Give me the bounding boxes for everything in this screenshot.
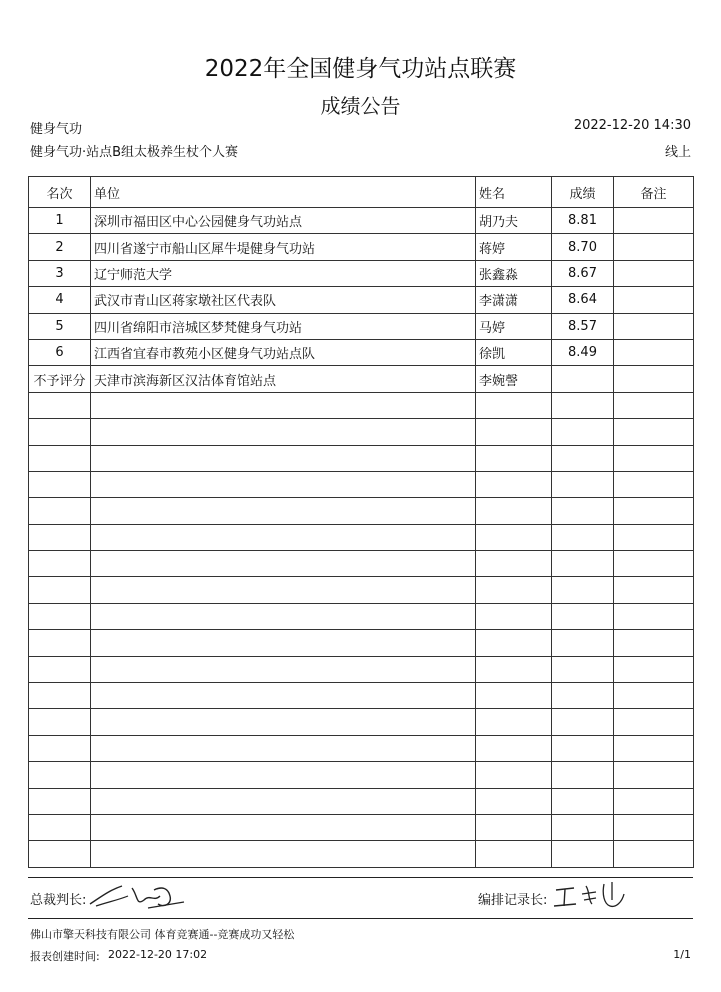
empty-cell bbox=[29, 471, 91, 497]
empty-cell bbox=[614, 551, 694, 577]
empty-cell bbox=[91, 630, 476, 656]
company-info: 佛山市擎天科技有限公司 体育竞赛通--竞赛成功又轻松 bbox=[30, 928, 295, 941]
empty-cell bbox=[29, 788, 91, 814]
empty-cell bbox=[476, 656, 552, 682]
empty-cell bbox=[29, 577, 91, 603]
empty-cell bbox=[552, 498, 614, 524]
table-header-row bbox=[29, 177, 694, 208]
empty-cell bbox=[29, 524, 91, 550]
rank-cell: 1 bbox=[29, 208, 91, 234]
empty-cell bbox=[614, 656, 694, 682]
empty-cell bbox=[552, 471, 614, 497]
score-cell: 8.57 bbox=[552, 313, 614, 339]
empty-cell bbox=[29, 445, 91, 471]
empty-cell bbox=[614, 603, 694, 629]
note-cell bbox=[614, 234, 694, 260]
page-title: 2022年全国健身气功站点联赛 bbox=[204, 56, 517, 82]
table-row bbox=[29, 208, 694, 234]
score-cell bbox=[552, 366, 614, 392]
note-cell bbox=[614, 260, 694, 286]
rank-cell: 6 bbox=[29, 339, 91, 365]
note-cell bbox=[614, 208, 694, 234]
empty-cell bbox=[476, 577, 552, 603]
empty-cell bbox=[476, 419, 552, 445]
empty-row bbox=[29, 577, 694, 603]
empty-cell bbox=[552, 656, 614, 682]
header-unit: 单位 bbox=[91, 177, 476, 208]
created-time-value: 2022-12-20 17:02 bbox=[108, 948, 208, 961]
table-row bbox=[29, 313, 694, 339]
rank-cell: 4 bbox=[29, 287, 91, 313]
empty-cell bbox=[476, 630, 552, 656]
score-cell: 8.67 bbox=[552, 260, 614, 286]
empty-cell bbox=[29, 735, 91, 761]
empty-cell bbox=[552, 551, 614, 577]
empty-row bbox=[29, 788, 694, 814]
empty-cell bbox=[476, 814, 552, 840]
header-score: 成绩 bbox=[552, 177, 614, 208]
empty-cell bbox=[91, 814, 476, 840]
empty-row bbox=[29, 603, 694, 629]
empty-cell bbox=[552, 445, 614, 471]
note-cell bbox=[614, 366, 694, 392]
empty-row bbox=[29, 841, 694, 867]
unit-cell: 江西省宜春市教苑小区健身气功站点队 bbox=[91, 339, 476, 365]
empty-cell bbox=[476, 551, 552, 577]
empty-row bbox=[29, 735, 694, 761]
name-cell: 李潇潇 bbox=[476, 287, 552, 313]
empty-cell bbox=[476, 392, 552, 418]
empty-cell bbox=[91, 498, 476, 524]
table-row bbox=[29, 366, 694, 392]
unit-cell: 天津市滨海新区汉沽体育馆站点 bbox=[91, 366, 476, 392]
created-time-label: 报表创建时间: bbox=[30, 950, 100, 963]
empty-cell bbox=[614, 709, 694, 735]
empty-cell bbox=[91, 419, 476, 445]
empty-cell bbox=[476, 471, 552, 497]
header-name: 姓名 bbox=[476, 177, 552, 208]
score-cell: 8.81 bbox=[552, 208, 614, 234]
empty-row bbox=[29, 709, 694, 735]
note-cell bbox=[614, 313, 694, 339]
empty-cell bbox=[614, 445, 694, 471]
name-cell: 徐凯 bbox=[476, 339, 552, 365]
table-row bbox=[29, 339, 694, 365]
empty-cell bbox=[91, 735, 476, 761]
name-cell: 蒋婷 bbox=[476, 234, 552, 260]
empty-cell bbox=[614, 498, 694, 524]
empty-cell bbox=[552, 762, 614, 788]
rank-cell: 3 bbox=[29, 260, 91, 286]
unit-cell: 武汉市青山区蒋家墩社区代表队 bbox=[91, 287, 476, 313]
empty-cell bbox=[29, 419, 91, 445]
empty-cell bbox=[476, 498, 552, 524]
empty-cell bbox=[614, 577, 694, 603]
header-note: 备注 bbox=[614, 177, 694, 208]
empty-row bbox=[29, 445, 694, 471]
rank-cell: 不予评分 bbox=[29, 366, 91, 392]
empty-cell bbox=[552, 788, 614, 814]
empty-cell bbox=[29, 498, 91, 524]
name-cell: 胡乃夫 bbox=[476, 208, 552, 234]
empty-cell bbox=[552, 603, 614, 629]
empty-cell bbox=[29, 603, 91, 629]
empty-row bbox=[29, 471, 694, 497]
empty-cell bbox=[552, 683, 614, 709]
empty-cell bbox=[552, 814, 614, 840]
empty-cell bbox=[614, 630, 694, 656]
empty-cell bbox=[476, 524, 552, 550]
page-subtitle: 成绩公告 bbox=[320, 94, 401, 118]
empty-cell bbox=[476, 841, 552, 867]
table-row bbox=[29, 234, 694, 260]
empty-row bbox=[29, 524, 694, 550]
name-cell: 李婉謦 bbox=[476, 366, 552, 392]
empty-cell bbox=[552, 630, 614, 656]
score-cell: 8.70 bbox=[552, 234, 614, 260]
note-cell bbox=[614, 339, 694, 365]
empty-cell bbox=[91, 445, 476, 471]
empty-cell bbox=[91, 841, 476, 867]
empty-cell bbox=[91, 471, 476, 497]
empty-row bbox=[29, 551, 694, 577]
empty-cell bbox=[614, 683, 694, 709]
empty-cell bbox=[614, 471, 694, 497]
sport-label: 健身气功 bbox=[30, 122, 83, 137]
empty-cell bbox=[29, 814, 91, 840]
empty-cell bbox=[476, 683, 552, 709]
empty-cell bbox=[91, 551, 476, 577]
empty-cell bbox=[552, 419, 614, 445]
empty-cell bbox=[476, 603, 552, 629]
empty-cell bbox=[614, 762, 694, 788]
empty-cell bbox=[29, 683, 91, 709]
event-name: 健身气功·站点B组太极养生杖个人赛 bbox=[30, 145, 239, 160]
chief-judge-label: 总裁判长: bbox=[30, 893, 87, 908]
empty-row bbox=[29, 656, 694, 682]
empty-cell bbox=[614, 392, 694, 418]
empty-cell bbox=[91, 788, 476, 814]
empty-cell bbox=[552, 735, 614, 761]
empty-cell bbox=[29, 630, 91, 656]
empty-row bbox=[29, 683, 694, 709]
empty-cell bbox=[29, 551, 91, 577]
name-cell: 马婷 bbox=[476, 313, 552, 339]
empty-cell bbox=[614, 814, 694, 840]
score-cell: 8.49 bbox=[552, 339, 614, 365]
note-cell bbox=[614, 287, 694, 313]
empty-cell bbox=[91, 762, 476, 788]
page-number: 1/1 bbox=[673, 948, 691, 961]
empty-cell bbox=[29, 709, 91, 735]
empty-cell bbox=[476, 709, 552, 735]
divider-bottom bbox=[28, 918, 693, 919]
chief-judge-signature bbox=[88, 880, 188, 914]
empty-cell bbox=[552, 841, 614, 867]
empty-cell bbox=[476, 735, 552, 761]
empty-cell bbox=[91, 577, 476, 603]
unit-cell: 辽宁师范大学 bbox=[91, 260, 476, 286]
empty-row bbox=[29, 762, 694, 788]
rank-cell: 5 bbox=[29, 313, 91, 339]
empty-row bbox=[29, 498, 694, 524]
results-table bbox=[28, 176, 694, 868]
table-row bbox=[29, 260, 694, 286]
empty-cell bbox=[614, 419, 694, 445]
empty-cell bbox=[614, 735, 694, 761]
empty-cell bbox=[476, 788, 552, 814]
unit-cell: 四川省绵阳市涪城区梦梵健身气功站 bbox=[91, 313, 476, 339]
empty-row bbox=[29, 392, 694, 418]
empty-cell bbox=[29, 656, 91, 682]
empty-cell bbox=[29, 392, 91, 418]
empty-cell bbox=[614, 524, 694, 550]
score-cell: 8.64 bbox=[552, 287, 614, 313]
empty-cell bbox=[29, 841, 91, 867]
empty-cell bbox=[91, 683, 476, 709]
unit-cell: 深圳市福田区中心公园健身气功站点 bbox=[91, 208, 476, 234]
empty-cell bbox=[91, 392, 476, 418]
empty-cell bbox=[552, 577, 614, 603]
empty-cell bbox=[476, 762, 552, 788]
empty-cell bbox=[552, 709, 614, 735]
report-datetime: 2022-12-20 14:30 bbox=[573, 118, 691, 133]
empty-cell bbox=[476, 445, 552, 471]
empty-cell bbox=[552, 524, 614, 550]
rank-cell: 2 bbox=[29, 234, 91, 260]
table-row bbox=[29, 287, 694, 313]
empty-cell bbox=[552, 392, 614, 418]
unit-cell: 四川省遂宁市船山区犀牛堤健身气功站 bbox=[91, 234, 476, 260]
competition-mode: 线上 bbox=[664, 145, 691, 160]
empty-cell bbox=[614, 788, 694, 814]
empty-cell bbox=[29, 762, 91, 788]
recorder-signature bbox=[552, 878, 632, 914]
empty-cell bbox=[614, 841, 694, 867]
empty-cell bbox=[91, 524, 476, 550]
recorder-label: 编排记录长: bbox=[478, 893, 548, 908]
empty-row bbox=[29, 630, 694, 656]
header-rank: 名次 bbox=[29, 177, 91, 208]
name-cell: 张鑫淼 bbox=[476, 260, 552, 286]
empty-cell bbox=[91, 709, 476, 735]
empty-row bbox=[29, 419, 694, 445]
empty-cell bbox=[91, 656, 476, 682]
empty-cell bbox=[91, 603, 476, 629]
empty-row bbox=[29, 814, 694, 840]
